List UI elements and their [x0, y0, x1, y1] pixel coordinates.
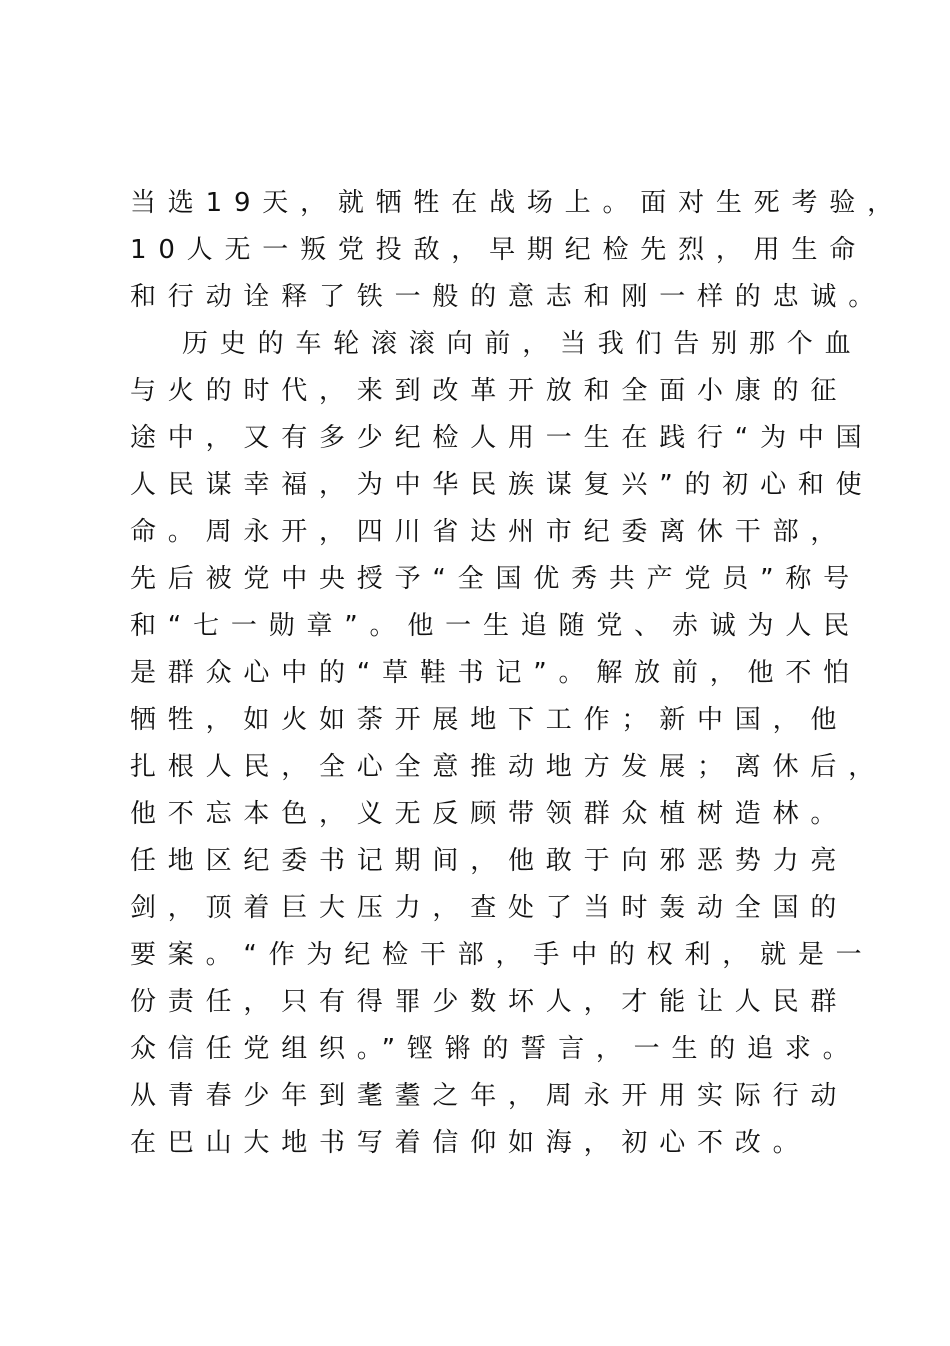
text-line: 要案。“作为纪检干部，手中的权利，就是一 — [130, 940, 874, 970]
text-line: 他不忘本色，义无反顾带领群众植树造林。 — [130, 799, 849, 829]
text-line: 从青春少年到耄耋之年，周永开用实际行动 — [130, 1081, 849, 1111]
text-line: 牺牲，如火如荼开展地下工作；新中国，他 — [130, 705, 849, 735]
text-line: 10人无一叛党投敌，早期纪检先烈，用生命 — [130, 235, 868, 265]
text-line: 份责任，只有得罪少数坏人，才能让人民群 — [130, 987, 849, 1017]
text-line: 与火的时代，来到改革开放和全面小康的征 — [130, 376, 849, 406]
text-line: 在巴山大地书写着信仰如海，初心不改。 — [130, 1128, 811, 1158]
text-line: 剑，顶着巨大压力，查处了当时轰动全国的 — [130, 893, 849, 923]
text-line: 先后被党中央授予“全国优秀共产党员”称号 — [130, 564, 861, 594]
text-line: 众信任党组织。”铿锵的誓言，一生的追求。 — [130, 1034, 861, 1064]
text-line: 人民谋幸福，为中华民族谋复兴”的初心和使 — [130, 470, 874, 500]
text-line: 和“七一勋章”。他一生追随党、赤诚为人民 — [130, 611, 861, 641]
text-line: 是群众心中的“草鞋书记”。解放前，他不怕 — [130, 658, 861, 688]
paragraph-start-line: 历史的车轮滚滚向前，当我们告别那个血 — [182, 329, 863, 359]
body-text — [130, 180, 905, 1167]
text-line: 扎根人民，全心全意推动地方发展；离休后， — [130, 752, 887, 782]
text-line: 任地区纪委书记期间，他敢于向邪恶势力亮 — [130, 846, 849, 876]
text-line: 当选19天，就牺牲在战场上。面对生死考验， — [130, 188, 905, 218]
text-line: 途中，又有多少纪检人用一生在践行“为中国 — [130, 423, 874, 453]
text-line: 命。周永开，四川省达州市纪委离休干部， — [130, 517, 849, 547]
text-line: 和行动诠释了铁一般的意志和刚一样的忠诚。 — [130, 282, 887, 312]
